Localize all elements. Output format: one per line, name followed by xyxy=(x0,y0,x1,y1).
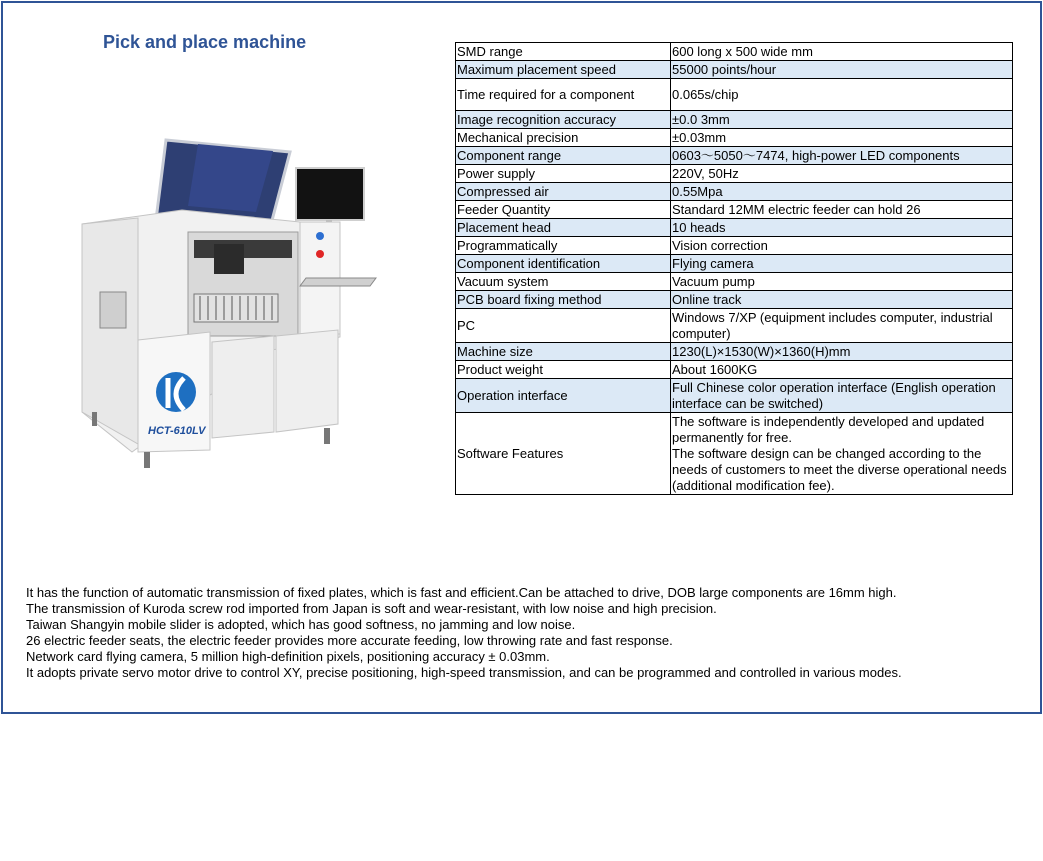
spec-label: Programmatically xyxy=(456,237,671,255)
spec-row xyxy=(456,237,1013,255)
spec-row xyxy=(456,61,1013,79)
spec-value: 55000 points/hour xyxy=(671,61,1013,79)
spec-row xyxy=(456,343,1013,361)
description-line: 26 electric feeder seats, the electric feeder provides more accurate feeding, low throwing rate and fast response. xyxy=(26,633,673,648)
spec-value: 220V, 50Hz xyxy=(671,165,1013,183)
spec-value xyxy=(671,413,1013,495)
description-line: The transmission of Kuroda screw rod imported from Japan is soft and wear-resistant, with low noise and high precision. xyxy=(26,601,717,616)
description-line: Network card flying camera, 5 million high-definition pixels, positioning accuracy ± 0.03mm. xyxy=(26,649,550,664)
spec-value: About 1600KG xyxy=(671,361,1013,379)
spec-label: Machine size xyxy=(456,343,671,361)
spec-value: 0.065s/chip xyxy=(671,79,1013,111)
machine-model-label: HCT-610LV xyxy=(148,425,206,437)
spec-row xyxy=(456,255,1013,273)
spec-label: SMD range xyxy=(456,43,671,61)
spec-row xyxy=(456,183,1013,201)
spec-row xyxy=(456,219,1013,237)
spec-row xyxy=(456,273,1013,291)
spec-row xyxy=(456,413,1013,495)
spec-value: Full Chinese color operation interface (English operation interface can be switched) xyxy=(671,379,1013,413)
spec-label: Mechanical precision xyxy=(456,129,671,147)
description-block xyxy=(26,585,902,681)
description-line: It has the function of automatic transmission of fixed plates, which is fast and efficient.Can be attached to drive, DOB large components are 16mm high. xyxy=(26,585,897,600)
spec-value-line: The software design can be changed according to the needs of customers to meet the diverse operational needs (additional modification fee). xyxy=(672,446,1007,493)
spec-label: Feeder Quantity xyxy=(456,201,671,219)
spec-value: 1230(L)×1530(W)×1360(H)mm xyxy=(671,343,1013,361)
spec-label: PC xyxy=(456,309,671,343)
spec-value: Flying camera xyxy=(671,255,1013,273)
spec-row xyxy=(456,309,1013,343)
spec-value: Standard 12MM electric feeder can hold 26 xyxy=(671,201,1013,219)
spec-label: PCB board fixing method xyxy=(456,291,671,309)
spec-row xyxy=(456,201,1013,219)
spec-label: Software Features xyxy=(456,413,671,495)
spec-row xyxy=(456,79,1013,111)
spec-label: Component identification xyxy=(456,255,671,273)
spec-row xyxy=(456,129,1013,147)
spec-label: Power supply xyxy=(456,165,671,183)
spec-value: 10 heads xyxy=(671,219,1013,237)
spec-row xyxy=(456,165,1013,183)
spec-value: 0.55Mpa xyxy=(671,183,1013,201)
spec-table xyxy=(455,42,1013,495)
spec-value-line: The software is independently developed and updated permanently for free. xyxy=(672,414,985,445)
spec-value: ±0.03mm xyxy=(671,129,1013,147)
spec-value: 600 long x 500 wide mm xyxy=(671,43,1013,61)
spec-label: Placement head xyxy=(456,219,671,237)
spec-label: Vacuum system xyxy=(456,273,671,291)
spec-label: Component range xyxy=(456,147,671,165)
spec-value: Vision correction xyxy=(671,237,1013,255)
spec-label: Time required for a component xyxy=(456,79,671,111)
spec-row xyxy=(456,147,1013,165)
machine-illustration xyxy=(78,132,383,477)
spec-label: Product weight xyxy=(456,361,671,379)
spec-value: ±0.0 3mm xyxy=(671,111,1013,129)
spec-label: Compressed air xyxy=(456,183,671,201)
page-title: Pick and place machine xyxy=(103,32,307,52)
spec-value: Online track xyxy=(671,291,1013,309)
spec-row xyxy=(456,111,1013,129)
spec-row xyxy=(456,379,1013,413)
description-line: Taiwan Shangyin mobile slider is adopted, which has good softness, no jamming and low noise. xyxy=(26,617,576,632)
spec-row xyxy=(456,291,1013,309)
spec-label: Maximum placement speed xyxy=(456,61,671,79)
spec-label: Operation interface xyxy=(456,379,671,413)
spec-value: 0603～5050～7474, high-power LED components xyxy=(671,147,1013,165)
spec-row xyxy=(456,43,1013,61)
spec-value: Windows 7/XP (equipment includes computer, industrial computer) xyxy=(671,309,1013,343)
spec-value: Vacuum pump xyxy=(671,273,1013,291)
spec-label: Image recognition accuracy xyxy=(456,111,671,129)
description-line: It adopts private servo motor drive to control XY, precise positioning, high-speed transmission, and can be programmed and controlled in various modes. xyxy=(26,665,902,680)
spec-row xyxy=(456,361,1013,379)
